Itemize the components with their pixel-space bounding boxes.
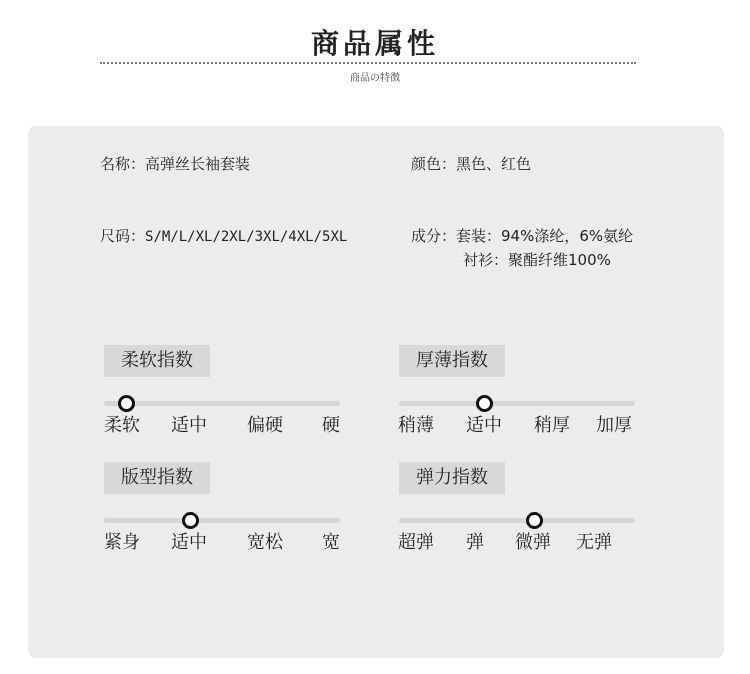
thickness-track bbox=[399, 401, 635, 406]
elasticity-index-tag: 弹力指数 bbox=[399, 462, 505, 494]
softness-level-3: 偏硬 bbox=[247, 415, 283, 436]
attr-name-value: 高弹丝长袖套装 bbox=[145, 155, 251, 173]
thickness-level-1: 稍薄 bbox=[398, 415, 434, 436]
softness-level-2: 适中 bbox=[171, 415, 207, 436]
attr-material-value-2: 衬衫：聚酯纤维100% bbox=[463, 251, 611, 269]
title-divider bbox=[100, 62, 636, 64]
fit-level-2: 适中 bbox=[171, 532, 207, 553]
attributes-panel bbox=[28, 126, 724, 658]
fit-level-1: 紧身 bbox=[104, 532, 140, 553]
elasticity-level-2: 弹 bbox=[466, 532, 484, 553]
softness-level-1: 柔软 bbox=[104, 415, 140, 436]
softness-track bbox=[104, 401, 340, 406]
thickness-knob bbox=[476, 395, 493, 412]
attr-size bbox=[100, 224, 347, 249]
elasticity-level-4: 无弹 bbox=[576, 532, 612, 553]
attr-size-value: S/M/L/XL/2XL/3XL/4XL/5XL bbox=[145, 229, 348, 245]
softness-index-tag: 柔软指数 bbox=[104, 345, 210, 377]
section-title: 商品属性 bbox=[310, 27, 439, 60]
elasticity-level-3: 微弹 bbox=[515, 532, 551, 553]
attr-material bbox=[411, 224, 634, 269]
attr-name-label: 名称： bbox=[100, 155, 146, 173]
fit-track bbox=[104, 518, 340, 523]
elasticity-knob bbox=[526, 512, 543, 529]
attr-material-label: 成分： bbox=[411, 227, 457, 245]
elasticity-level-1: 超弹 bbox=[398, 532, 434, 553]
attr-color-value: 黑色、红色 bbox=[456, 155, 532, 173]
softness-knob bbox=[118, 395, 135, 412]
attr-material-value: 套装：94%涤纶，6%氨纶 bbox=[456, 227, 634, 245]
thickness-level-3: 稍厚 bbox=[534, 415, 570, 436]
attr-size-label: 尺码： bbox=[100, 227, 146, 245]
softness-level-4: 硬 bbox=[322, 415, 340, 436]
thickness-level-2: 适中 bbox=[466, 415, 502, 436]
fit-index-tag: 版型指数 bbox=[104, 462, 210, 494]
fit-level-3: 宽松 bbox=[247, 532, 283, 553]
fit-level-4: 宽 bbox=[322, 532, 340, 553]
section-subtitle: 商品の特徴 bbox=[350, 73, 400, 84]
fit-knob bbox=[182, 512, 199, 529]
thickness-level-4: 加厚 bbox=[596, 415, 632, 436]
attr-color-label: 颜色： bbox=[411, 155, 457, 173]
elasticity-track bbox=[399, 518, 635, 523]
thickness-index-tag: 厚薄指数 bbox=[399, 345, 505, 377]
attr-name bbox=[100, 152, 250, 176]
attr-color bbox=[411, 152, 531, 176]
